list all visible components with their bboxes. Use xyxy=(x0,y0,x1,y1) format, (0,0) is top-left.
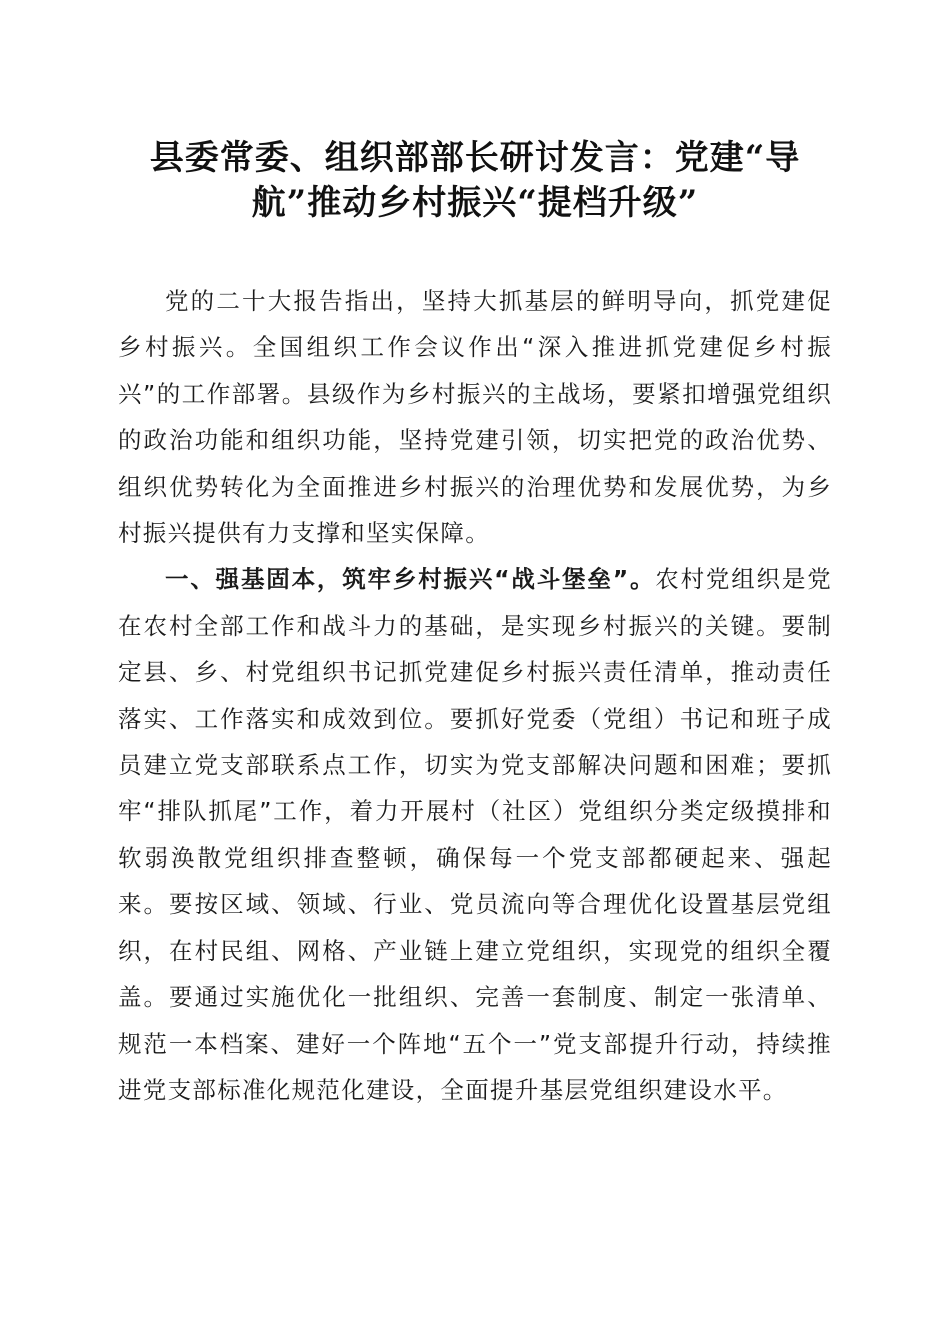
section-one-paragraph xyxy=(118,556,832,1113)
intro-paragraph xyxy=(118,278,832,556)
document-title: 县委常委、组织部部长研讨发言：党建“导航”推动乡村振兴“提档升级” xyxy=(149,138,801,223)
paragraph-text: 农村党组织是党在农村全部工作和战斗力的基础，是实现乡村振兴的关键。要制定县、乡、村党组织书记抓党建促乡村振兴责任清单，推动责任落实、工作落实和成效到位。要抓好党委（党组）书记和班子成员建立党支部联系点工作，切实为党支部解决问题和困难；要抓牢“排队抓尾”工作，着力开展村（社区）党组织分类定级摸排和软弱涣散党组织排查整顿，确保每一个党支部都硬起来、强起来。要按区域、领域、行业、党员流向等合理优化设置基层党组织，在村民组、网格、产业链上建立党组织，实现党的组织全覆盖。要通过实施优化一批组织、完善一套制度、制定一张清单、规范一本档案、建好一个阵地“五个一”党支部提升行动，持续推进党支部标准化规范化建设，全面提升基层党组织建设水平。 xyxy=(118,565,832,1104)
paragraph-text: 党的二十大报告指出，坚持大抓基层的鲜明导向，抓党建促乡村振兴。全国组织工作会议作出“深入推进抓党建促乡村振兴”的工作部署。县级作为乡村振兴的主战场，要紧扣增强党组织的政治功能和组织功能，坚持党建引领，切实把党的政治优势、组织优势转化为全面推进乡村振兴的治理优势和发展优势，为乡村振兴提供有力支撑和坚实保障。 xyxy=(118,287,832,548)
document-body xyxy=(118,278,832,1113)
section-one-heading: 一、强基固本，筑牢乡村振兴“战斗堡垒”。 xyxy=(165,565,656,594)
